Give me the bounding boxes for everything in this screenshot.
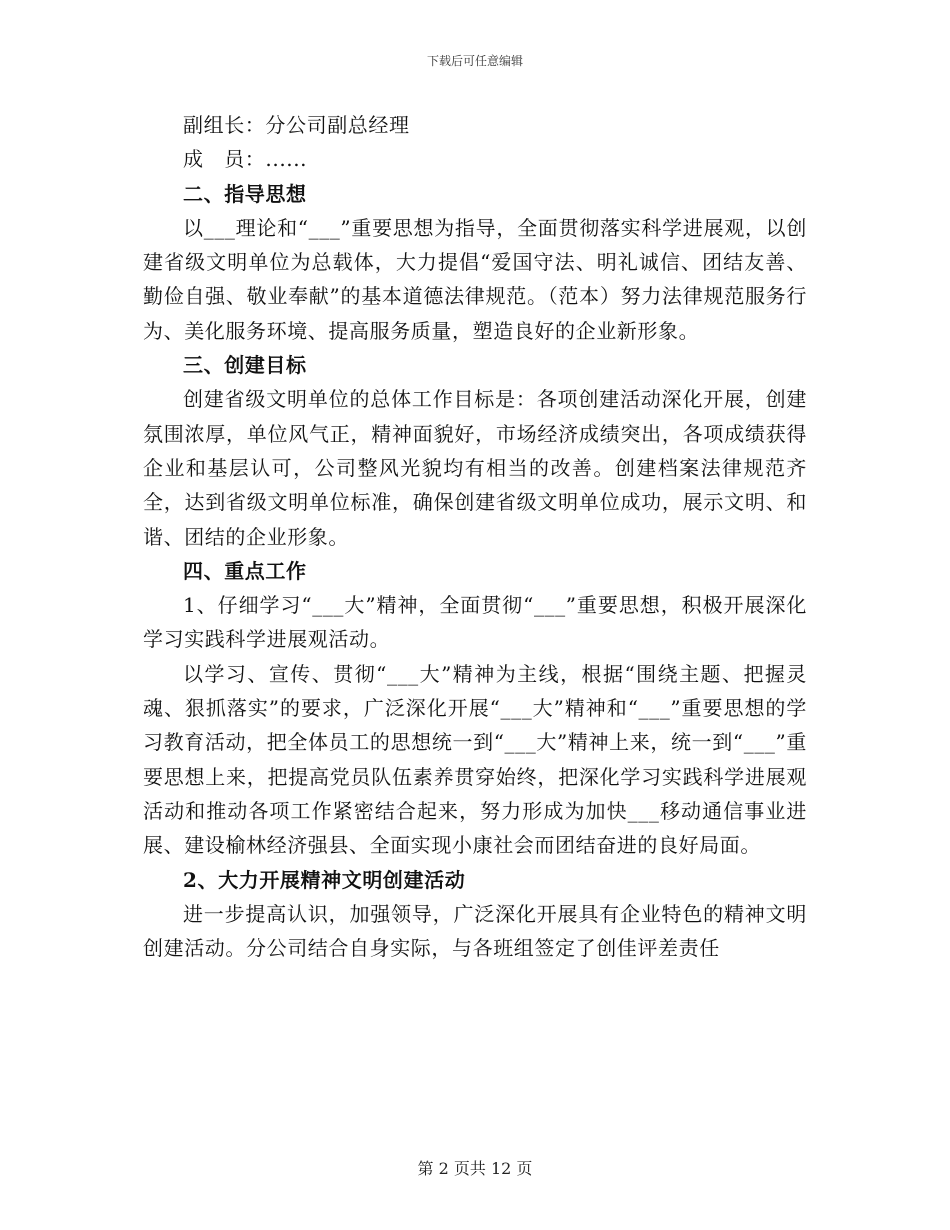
key-work-item-1: 1、仔细学习“___大”精神，全面贯彻“___”重要思想，积极开展深化学习实践科学进展观活动。 <box>143 593 807 652</box>
subsection-heading-civilization-activities: 2、大力开展精神文明创建活动 <box>183 867 466 892</box>
section-heading-goals: 三、创建目标 <box>183 353 307 378</box>
page-footer: 第 2 页共 12 页 <box>417 1159 533 1178</box>
members-line: 成 员：...... <box>183 147 308 172</box>
section-heading-key-work: 四、重点工作 <box>183 558 307 583</box>
page-header: 下载后可任意编辑 <box>426 54 523 68</box>
section-heading-guiding-thought: 二、指导思想 <box>183 181 307 206</box>
key-work-item-1-detail: 以学习、宣传、贯彻“___大”精神为主线，根据“围绕主题、把握灵魂、狠抓落实”的要求，广泛深化开展“___大”精神和“___”重要思想的学习教育活动，把全体员工的思想统一到“___大”精神上来，统一到“___”重要思想上来，把提高党员队伍素养贯穿始终，把深化学习实践科学进展观活动和推动各项工作紧密结合起来，努力形成为加快___移动通信事业进展、建设榆林经济强县、全面实现小康社会而团结奋进的良好局面。 <box>143 661 807 858</box>
guiding-thought-paragraph: 以___理论和“___”重要思想为指导，全面贯彻落实科学进展观，以创建省级文明单位为总载体，大力提倡“爱国守法、明礼诚信、团结友善、勤俭自强、敬业奉献”的基本道德法律规范。（范本）努力法律规范服务行为、美化服务环境、提高服务质量，塑造良好的企业新形象。 <box>143 215 807 343</box>
deputy-leader-line: 副组长：分公司副总经理 <box>183 113 410 137</box>
civilization-activities-paragraph: 进一步提高认识，加强领导，广泛深化开展具有企业特色的精神文明创建活动。分公司结合自身实际，与各班组签定了创佳评差责任 <box>143 901 807 961</box>
document-body <box>143 108 807 965</box>
goals-paragraph: 创建省级文明单位的总体工作目标是：各项创建活动深化开展，创建氛围浓厚，单位风气正，精神面貌好，市场经济成绩突出，各项成绩获得企业和基层认可，公司整风光貌均有相当的改善。创建档案法律规范齐全，达到省级文明单位标准，确保创建省级文明单位成功，展示文明、和谐、团结的企业形象。 <box>143 387 807 549</box>
